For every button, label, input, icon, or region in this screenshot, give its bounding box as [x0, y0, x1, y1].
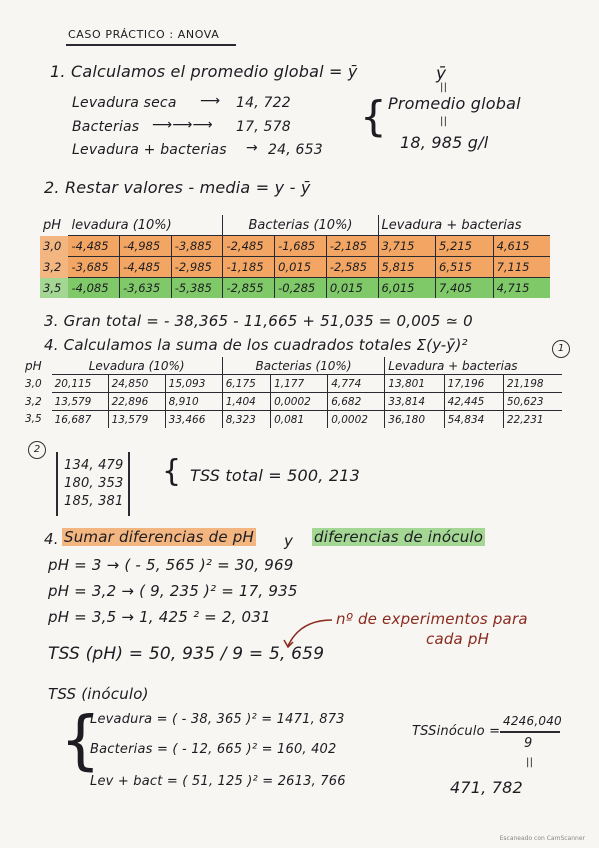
table-cell: 8,323 — [222, 411, 270, 429]
table-cell: -4,985 — [120, 236, 172, 257]
row-ph-label: 3,2 — [43, 260, 62, 274]
table-cell: -1,685 — [275, 236, 327, 257]
badge-1 — [552, 340, 570, 358]
inoculo-line-3: Lev + bact = ( 51, 125 )² = 2613, 766 — [90, 774, 346, 789]
table-cell: 4,774 — [328, 375, 385, 393]
curly-brace-icon: { — [360, 92, 387, 141]
table-cell: -5,385 — [171, 278, 223, 299]
table-cell: 13,579 — [52, 393, 108, 411]
scanner-footer: Escaneado con CamScanner — [499, 835, 585, 842]
table-cell: 13,801 — [385, 375, 444, 393]
row-ph-label: 3,0 — [43, 239, 62, 253]
table-cell: -2,985 — [171, 257, 223, 278]
table-cell: 16,687 — [52, 411, 108, 429]
table-cell: 54,834 — [444, 411, 503, 429]
table-cell: 22,231 — [503, 411, 562, 429]
header-ph: pH — [43, 217, 62, 233]
header-levadura: levadura (10%) — [68, 215, 222, 236]
table-cell: -2,585 — [326, 257, 378, 278]
table-row — [40, 236, 550, 257]
global-average-value: 18, 985 g/l — [400, 133, 489, 152]
step1-value-levadura: 14, 722 — [236, 95, 291, 111]
table-cell: 8,910 — [165, 393, 222, 411]
table-row — [22, 411, 562, 429]
deviations-table — [40, 215, 550, 298]
table-cell: 22,896 — [108, 393, 165, 411]
badge-2-label: 2 — [33, 444, 41, 455]
table-row — [22, 393, 562, 411]
global-average-label: Promedio global — [388, 94, 521, 113]
equal-marks: || — [526, 757, 534, 768]
row-ph-label: 3,0 — [25, 377, 42, 390]
long-arrow-icon: ⟶⟶⟶ — [152, 117, 213, 133]
table-row — [40, 257, 550, 278]
ybar-symbol: ȳ — [436, 64, 447, 84]
step3-grand-total: 3. Gran total = - 38,365 - 11,665 + 51,035 = 0,005 ≃ 0 — [44, 312, 473, 330]
table-cell: -4,085 — [68, 278, 119, 299]
fraction-bar — [500, 731, 560, 733]
tss-inoculo-numerator: 4246,040 — [503, 714, 562, 728]
table-cell: 5,215 — [436, 236, 494, 257]
tss-value-2: 180, 353 — [64, 476, 124, 491]
table-cell: 4,715 — [493, 278, 550, 299]
column-bar-right — [128, 452, 130, 516]
table-cell: 5,815 — [378, 257, 436, 278]
equal-marks: || — [440, 82, 448, 93]
table-header-row — [40, 215, 550, 236]
step4-heading: 4. Calculamos la suma de los cuadrados totales Σ(y-ȳ)² — [44, 336, 468, 354]
table-cell: 36,180 — [385, 411, 444, 429]
curly-brace-icon: { — [162, 454, 182, 489]
header-bacterias: Bacterias (10%) — [222, 357, 385, 375]
table-cell: 1,404 — [222, 393, 270, 411]
table-cell: 20,115 — [52, 375, 108, 393]
table-row — [22, 375, 562, 393]
step2-heading: 2. Restar valores - media = y - ȳ — [44, 178, 311, 197]
table-cell: 6,682 — [328, 393, 385, 411]
table-cell: 0,0002 — [271, 393, 328, 411]
inoculo-line-1: Levadura = ( - 38, 365 )² = 1471, 873 — [90, 712, 345, 727]
tss-inoculo-heading: TSS (inóculo) — [48, 685, 149, 703]
ph-line-2: pH = 3,2 → ( 9, 235 )² = 17, 935 — [48, 582, 298, 600]
step1-heading: 1. Calculamos el promedio global = ȳ — [50, 62, 358, 81]
note-experiments-line2: cada pH — [426, 630, 490, 648]
step1-label-levadura: Levadura seca — [72, 95, 177, 111]
step5-heading-inoculo: diferencias de inóculo — [314, 528, 484, 546]
tss-total: TSS total = 500, 213 — [190, 466, 361, 485]
equal-marks: || — [440, 116, 448, 127]
row-ph-label: 3,5 — [43, 280, 62, 295]
table-cell: 24,850 — [108, 375, 165, 393]
table-cell: 15,093 — [165, 375, 222, 393]
step1-value-bacterias: 17, 578 — [236, 119, 291, 135]
step5-heading-and: y — [284, 532, 294, 550]
table-cell: 0,081 — [271, 411, 328, 429]
table-cell: -4,485 — [120, 257, 172, 278]
ph-line-1: pH = 3 → ( - 5, 565 )² = 30, 969 — [48, 556, 294, 574]
table-cell: 0,015 — [275, 257, 327, 278]
table-cell: -3,685 — [68, 257, 119, 278]
step1-value-lev-bact: 24, 653 — [268, 142, 323, 158]
column-bar-left — [56, 452, 58, 516]
tss-ph: TSS (pH) = 50, 935 / 9 = 5, 659 — [48, 644, 325, 664]
table-cell: 1,177 — [271, 375, 328, 393]
table-cell: -1,185 — [223, 257, 275, 278]
note-experiments-line1: nº de experimentos para — [336, 610, 528, 628]
tss-inoculo-label: TSSinóculo = — [412, 724, 501, 739]
table-cell: -3,635 — [120, 278, 172, 299]
row-ph-label: 3,2 — [25, 395, 42, 408]
table-cell: 0,0002 — [328, 411, 385, 429]
table-cell: 33,466 — [165, 411, 222, 429]
table-cell: 0,015 — [326, 278, 378, 299]
table-cell: 17,196 — [444, 375, 503, 393]
tss-value-3: 185, 381 — [64, 494, 124, 509]
table-cell: 13,579 — [108, 411, 165, 429]
step5-heading-num: 4. — [44, 530, 59, 548]
table-cell: -2,185 — [326, 236, 378, 257]
step5-heading-ph: Sumar diferencias de pH — [64, 528, 254, 546]
curly-brace-icon: { — [60, 704, 101, 778]
header-lev-bact: Levadura + bacterias — [388, 358, 518, 373]
tss-inoculo-result: 471, 782 — [450, 778, 523, 797]
squares-table — [22, 357, 562, 428]
table-cell: 4,615 — [493, 236, 550, 257]
arrow-icon: → — [246, 140, 258, 156]
table-cell: 7,405 — [436, 278, 494, 299]
arrow-icon: ⟶ — [200, 93, 221, 109]
table-cell: 33,814 — [385, 393, 444, 411]
header-ph: pH — [25, 358, 42, 373]
badge-1-label: 1 — [557, 343, 565, 354]
ph-line-3: pH = 3,5 → 1, 425 ² = 2, 031 — [48, 608, 271, 626]
table-cell: -3,885 — [171, 236, 223, 257]
table-cell: 6,015 — [378, 278, 436, 299]
table-cell: 42,445 — [444, 393, 503, 411]
inoculo-line-2: Bacterias = ( - 12, 665 )² = 160, 402 — [90, 742, 337, 757]
table-cell: 21,198 — [503, 375, 562, 393]
table-cell: 6,175 — [222, 375, 270, 393]
table-cell: -0,285 — [275, 278, 327, 299]
header-bacterias: Bacterias (10%) — [223, 215, 378, 236]
header-levadura: Levadura (10%) — [52, 357, 223, 375]
step1-label-lev-bact: Levadura + bacterias — [72, 142, 227, 158]
tss-inoculo-denominator: 9 — [524, 736, 533, 751]
badge-2 — [28, 441, 46, 459]
table-cell: -2,485 — [223, 236, 275, 257]
row-ph-label: 3,5 — [25, 413, 42, 426]
header-lev-bact: Levadura + bacterias — [381, 217, 522, 233]
table-header-row — [22, 357, 562, 375]
title-underline — [66, 44, 236, 46]
table-cell: 6,515 — [436, 257, 494, 278]
table-cell: -4,485 — [68, 236, 119, 257]
tss-value-1: 134, 479 — [64, 458, 124, 473]
table-cell: -2,855 — [223, 278, 275, 299]
page-title: CASO PRÁCTICO : ANOVA — [68, 28, 220, 41]
table-cell: 50,623 — [503, 393, 562, 411]
table-cell: 3,715 — [378, 236, 436, 257]
step1-label-bacterias: Bacterias — [72, 119, 140, 135]
table-cell: 7,115 — [493, 257, 550, 278]
table-row — [40, 278, 550, 299]
